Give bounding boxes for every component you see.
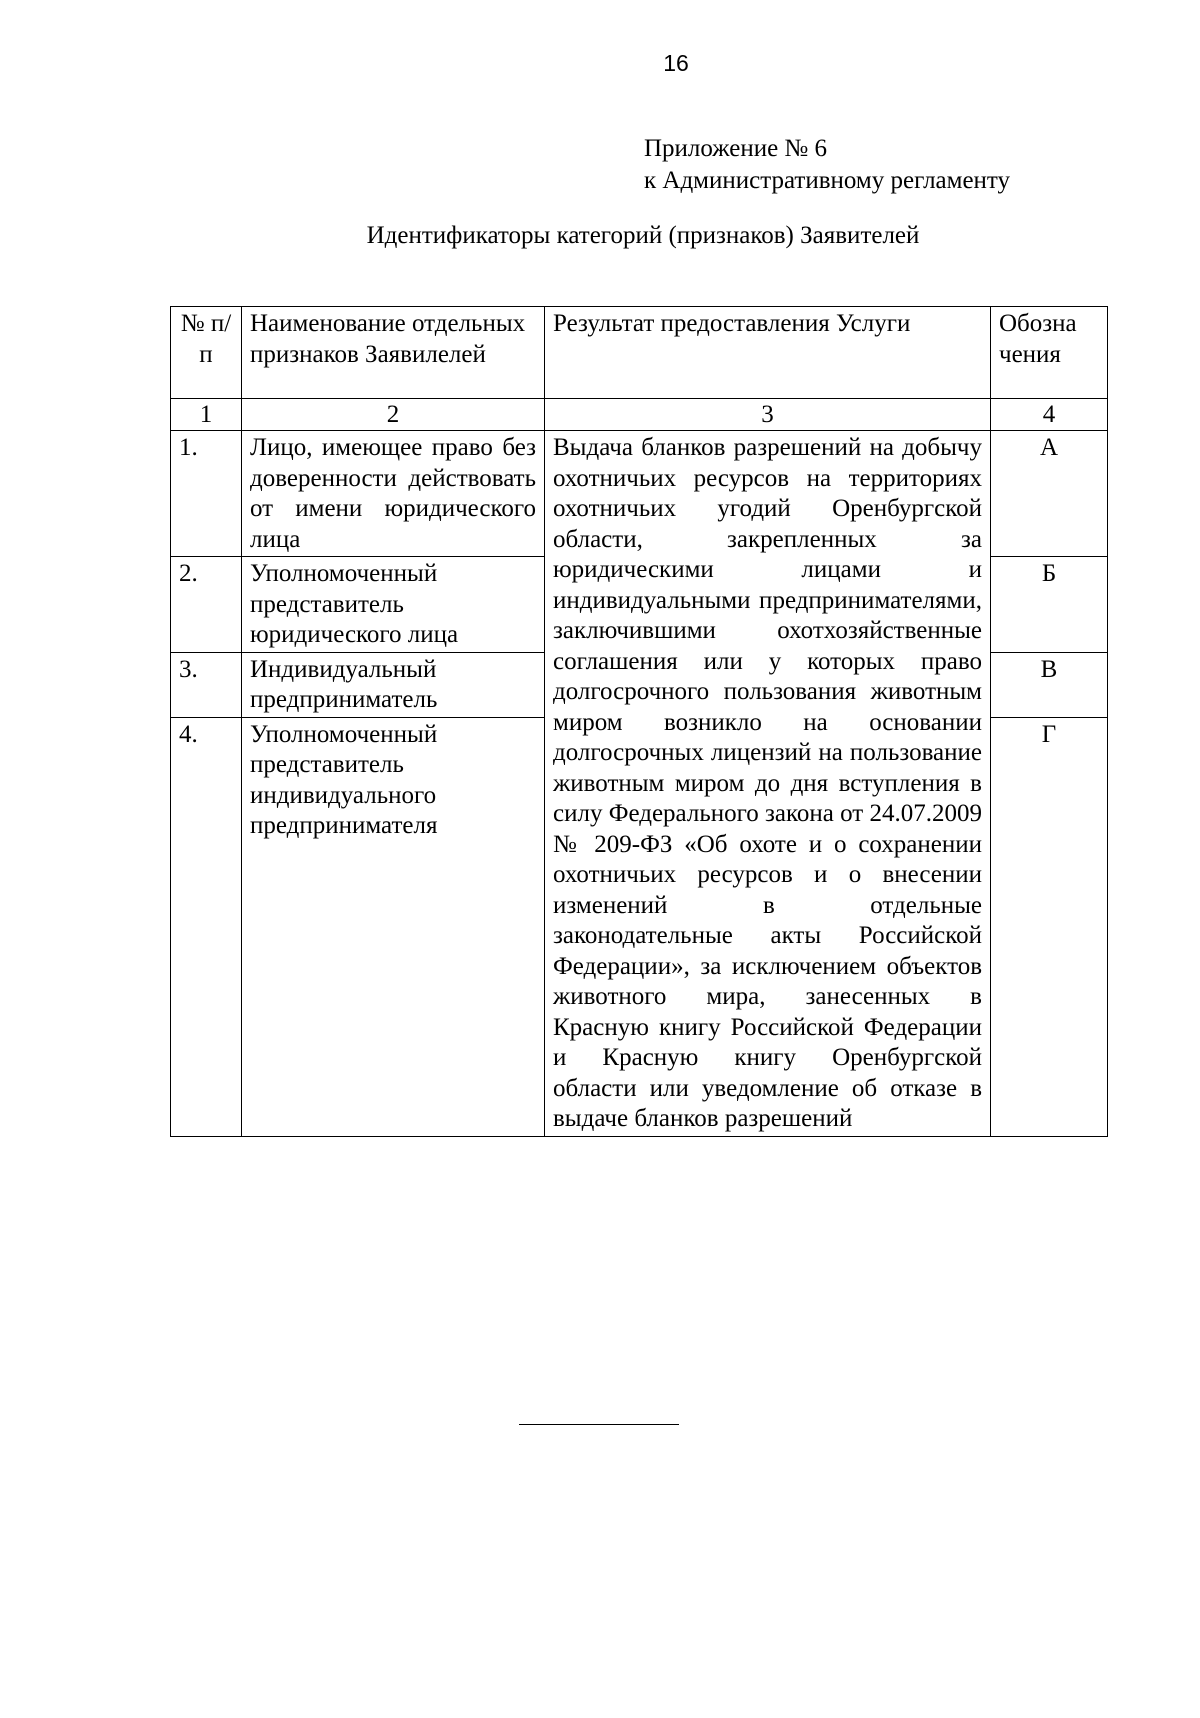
row-code: Г [991,717,1108,1136]
service-result: Выдача бланков разрешений на добычу охотничьих ресурсов на территориях охотничьих угодий Оренбургской области, закрепленных за юридическими лицами и индивидуальными предпринимателями, заключившими охотхозяйственные соглашения или у которых право долгосрочного пользования животным миром возникло на основании долгосрочных лицензий на пользование животным миром до дня вступления в силу Федерального закона от 24.07.2009 № 209-ФЗ «Об охоте и о сохранении охотничьих ресурсов и о внесении изменений в отдельные законодательные акты Российской Федерации», за исключением объектов животного мира, занесенных в Красную книгу Российской Федерации и Красную книгу Оренбургской области или уведомление об отказе в выдаче бланков разрешений [545,431,991,1137]
column-index: 4 [991,399,1108,431]
column-index: 1 [171,399,242,431]
row-code: Б [991,557,1108,653]
row-code: В [991,652,1108,717]
column-index-row [171,399,1108,431]
page-number: 16 [663,50,689,76]
row-num: 1. [171,431,242,557]
appendix-reference [644,133,1010,197]
table-header-row [171,307,1108,399]
row-name: Индивидуальный предприниматель [242,652,545,717]
header-code: Обозна чения [991,307,1108,399]
row-name: Уполномоченный представитель юридического лица [242,557,545,653]
column-index: 2 [242,399,545,431]
appendix-line-1: Приложение № 6 [644,135,828,162]
document-title: Идентификаторы категорий (признаков) Заявителей [366,222,920,249]
row-name: Уполномоченный представитель индивидуального предпринимателя [242,717,545,1136]
header-num: № п/п [171,307,242,399]
column-index: 3 [545,399,991,431]
header-name: Наименование отдельных признаков Заявилелей [242,307,545,399]
identifiers-table [170,306,1108,1137]
row-code: А [991,431,1108,557]
row-num: 4. [171,717,242,1136]
header-result: Результат предоставления Услуги [545,307,991,399]
row-num: 2. [171,557,242,653]
footer-rule [519,1424,679,1425]
row-name: Лицо, имеющее право без доверенности действовать от имени юридического лица [242,431,545,557]
row-num: 3. [171,652,242,717]
table-row [171,431,1108,557]
appendix-line-2: к Административному регламенту [644,167,1011,194]
